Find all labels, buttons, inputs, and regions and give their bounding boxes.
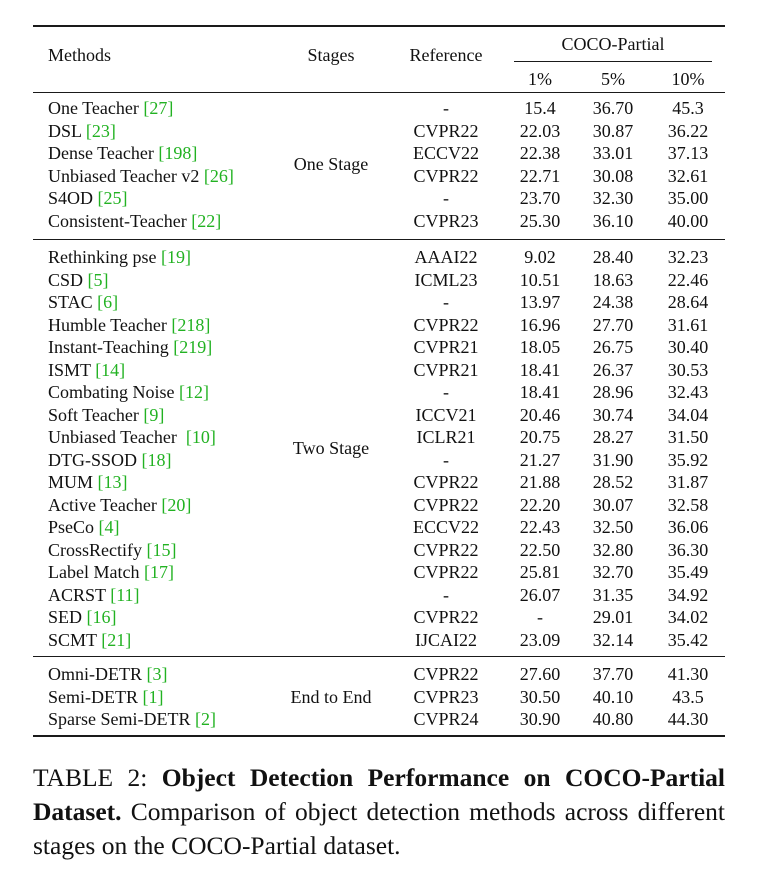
- group-divider-2: [33, 656, 725, 657]
- value-cell: 26.07: [519, 584, 561, 605]
- value-cell: 32.61: [667, 165, 709, 186]
- citation-link[interactable]: [16]: [86, 607, 117, 627]
- value-cell: 30.40: [667, 337, 709, 357]
- citation-link[interactable]: [219]: [173, 337, 213, 357]
- citation-link[interactable]: [13]: [97, 472, 128, 492]
- reference-cell: CVPR23: [413, 686, 479, 707]
- value-cell: 30.87: [592, 120, 634, 141]
- method-name: [48, 165, 234, 187]
- value-cell: 23.09: [519, 629, 561, 650]
- value-cell: 32.58: [667, 494, 709, 515]
- method-name: [48, 336, 212, 358]
- method-name: [48, 381, 209, 403]
- value-cell: 30.74: [592, 404, 634, 425]
- method-name: [48, 516, 120, 538]
- reference-cell: -: [443, 382, 449, 402]
- value-cell: 37.70: [592, 664, 634, 684]
- citation-link[interactable]: [9]: [143, 404, 165, 425]
- header-stages: Stages: [307, 45, 355, 65]
- method-label: SED: [48, 607, 87, 627]
- method-label: STAC: [48, 292, 98, 312]
- value-cell: 32.14: [592, 629, 634, 650]
- reference-cell: CVPR22: [413, 314, 479, 335]
- value-cell: 32.70: [592, 562, 634, 582]
- citation-link[interactable]: [2]: [194, 709, 216, 729]
- reference-cell: -: [443, 449, 449, 470]
- reference-cell: CVPR22: [413, 165, 479, 186]
- value-cell: 31.87: [667, 472, 709, 492]
- citation-link[interactable]: [22]: [191, 210, 222, 231]
- citation-link[interactable]: [5]: [87, 269, 109, 290]
- citation-link[interactable]: [17]: [143, 562, 174, 582]
- value-cell: 36.30: [667, 539, 709, 560]
- value-cell: 29.01: [592, 607, 634, 627]
- citation-link[interactable]: [15]: [146, 539, 177, 560]
- reference-cell: -: [443, 98, 449, 118]
- citation-link[interactable]: [3]: [146, 664, 168, 684]
- caption-title: Object Detection Performance on COCO-Partial Dataset.: [33, 763, 725, 826]
- value-cell: 28.64: [667, 292, 709, 312]
- method-name: [48, 561, 174, 583]
- value-cell: 26.37: [592, 359, 634, 380]
- value-cell: 40.80: [592, 709, 634, 729]
- method-label: Omni-DETR: [48, 664, 147, 684]
- value-cell: 28.96: [592, 382, 634, 402]
- value-cell: 40.00: [667, 210, 709, 231]
- method-name: [48, 314, 210, 336]
- value-cell: 21.88: [519, 472, 561, 492]
- value-cell: 22.38: [519, 143, 561, 163]
- citation-link[interactable]: [11]: [110, 584, 140, 605]
- reference-cell: CVPR23: [413, 210, 479, 231]
- method-name: [48, 246, 191, 268]
- reference-cell: -: [443, 584, 449, 605]
- stage-label: One Stage: [293, 154, 369, 175]
- reference-cell: ICLR21: [416, 427, 476, 447]
- value-cell: 35.42: [667, 629, 709, 650]
- method-name: [48, 210, 221, 232]
- citation-link[interactable]: [14]: [95, 359, 126, 380]
- header-methods: Methods: [48, 45, 111, 65]
- value-cell: 28.40: [592, 247, 634, 267]
- value-cell: 9.02: [524, 247, 556, 267]
- citation-link[interactable]: [6]: [97, 292, 119, 312]
- value-cell: 28.52: [592, 472, 634, 492]
- method-label: Semi-DETR: [48, 686, 143, 707]
- method-label: SCMT: [48, 629, 102, 650]
- value-cell: 22.43: [519, 517, 561, 537]
- reference-cell: ICML23: [414, 269, 478, 290]
- reference-cell: CVPR22: [413, 562, 479, 582]
- value-cell: 32.43: [667, 382, 709, 402]
- header-col-10pct: 10%: [671, 69, 705, 89]
- method-label: Instant-Teaching: [48, 337, 174, 357]
- citation-link[interactable]: [23]: [85, 120, 116, 141]
- caption-text: Comparison of object detection methods across different stages on the COCO-Partial dataset.: [33, 797, 725, 860]
- value-cell: 16.96: [519, 314, 561, 335]
- value-cell: 23.70: [519, 188, 561, 208]
- reference-cell: CVPR21: [413, 359, 479, 380]
- reference-cell: AAAI22: [414, 247, 478, 267]
- value-cell: 22.71: [519, 165, 561, 186]
- method-label: Humble Teacher: [48, 314, 172, 335]
- citation-link[interactable]: [25]: [97, 188, 128, 208]
- table-bottom-rule: [33, 735, 725, 737]
- method-label: MUM: [48, 472, 98, 492]
- value-cell: 31.90: [592, 449, 634, 470]
- value-cell: 18.41: [519, 382, 561, 402]
- method-name: [48, 584, 140, 606]
- method-label: S4OD: [48, 188, 98, 208]
- value-cell: 25.81: [519, 562, 561, 582]
- reference-cell: ECCV22: [412, 143, 479, 163]
- value-cell: 26.75: [592, 337, 634, 357]
- value-cell: 15.4: [524, 98, 556, 118]
- citation-link[interactable]: [10]: [185, 427, 216, 447]
- reference-cell: CVPR22: [413, 539, 479, 560]
- value-cell: 31.35: [592, 584, 634, 605]
- stage-label: End to End: [290, 686, 372, 707]
- citation-link[interactable]: [21]: [101, 629, 132, 650]
- value-cell: 36.22: [667, 120, 709, 141]
- citation-link[interactable]: [20]: [161, 494, 192, 515]
- header-col-1pct: 1%: [528, 69, 552, 89]
- value-cell: 34.04: [667, 404, 709, 425]
- method-name: [48, 686, 164, 708]
- header-col-5pct: 5%: [601, 69, 625, 89]
- reference-cell: CVPR22: [413, 664, 479, 684]
- stage-label: Two Stage: [292, 438, 370, 459]
- value-cell: 22.03: [519, 120, 561, 141]
- header-reference: Reference: [409, 45, 483, 65]
- method-label: CrossRectify: [48, 539, 147, 560]
- value-cell: 27.60: [519, 664, 561, 684]
- value-cell: 36.10: [592, 210, 634, 231]
- value-cell: 24.38: [592, 292, 634, 312]
- value-cell: 32.23: [667, 247, 709, 267]
- method-name: [48, 142, 197, 164]
- method-label: ACRST: [48, 584, 111, 605]
- reference-cell: -: [443, 188, 449, 208]
- method-label: Sparse Semi-DETR: [48, 709, 195, 729]
- method-name: [48, 404, 164, 426]
- table-caption: [33, 761, 725, 863]
- method-name: [48, 708, 216, 730]
- citation-link[interactable]: [1]: [142, 686, 164, 707]
- citation-link[interactable]: [18]: [141, 449, 172, 470]
- value-cell: 30.07: [592, 494, 634, 515]
- value-cell: 45.3: [672, 98, 704, 118]
- value-cell: 22.20: [519, 494, 561, 515]
- method-name: [48, 449, 172, 471]
- reference-cell: CVPR22: [413, 607, 479, 627]
- reference-cell: CVPR21: [413, 337, 479, 357]
- value-cell: 32.80: [592, 539, 634, 560]
- method-label: Combating Noise: [48, 382, 179, 402]
- reference-cell: CVPR22: [413, 120, 479, 141]
- caption-label: TABLE 2:: [33, 763, 162, 792]
- value-cell: 22.46: [667, 269, 709, 290]
- citation-link[interactable]: [218]: [171, 314, 211, 335]
- value-cell: 18.41: [519, 359, 561, 380]
- citation-link[interactable]: [19]: [161, 247, 191, 267]
- method-name: [48, 120, 116, 142]
- method-name: [48, 269, 109, 291]
- value-cell: 35.49: [667, 562, 709, 582]
- value-cell: 44.30: [667, 709, 709, 729]
- value-cell: 18.05: [519, 337, 561, 357]
- citation-link[interactable]: [12]: [179, 382, 209, 402]
- value-cell: 41.30: [667, 664, 709, 684]
- reference-cell: CVPR24: [413, 709, 479, 729]
- reference-cell: -: [443, 292, 449, 312]
- value-cell: 25.30: [519, 210, 561, 231]
- value-cell: 32.50: [592, 517, 634, 537]
- method-label: DSL: [48, 120, 86, 141]
- method-label: Unbiased Teacher v2: [48, 165, 204, 186]
- value-cell: 40.10: [592, 686, 634, 707]
- value-cell: 21.27: [519, 449, 561, 470]
- value-cell: 31.61: [667, 314, 709, 335]
- citation-link[interactable]: [198]: [158, 143, 198, 163]
- value-cell: 35.00: [667, 188, 709, 208]
- reference-cell: CVPR22: [413, 494, 479, 515]
- value-cell: 30.08: [592, 165, 634, 186]
- method-name: [48, 291, 118, 313]
- value-cell: 22.50: [519, 539, 561, 560]
- value-cell: 34.02: [667, 607, 709, 627]
- reference-cell: ICCV21: [415, 404, 477, 425]
- reference-cell: CVPR22: [413, 472, 479, 492]
- citation-link[interactable]: [4]: [98, 517, 120, 537]
- value-cell: 18.63: [592, 269, 634, 290]
- value-cell: 33.01: [592, 143, 634, 163]
- method-label: One Teacher: [48, 98, 144, 118]
- value-cell: 27.70: [592, 314, 634, 335]
- method-name: [48, 663, 168, 685]
- method-label: DTG-SSOD: [48, 449, 142, 470]
- value-cell: 10.51: [519, 269, 561, 290]
- dataset-header-underline: [514, 61, 712, 62]
- method-label: PseCo: [48, 517, 99, 537]
- value-cell: 20.75: [519, 427, 561, 447]
- value-cell: 31.50: [667, 427, 709, 447]
- method-label: CSD: [48, 269, 88, 290]
- method-name: [48, 606, 117, 628]
- method-name: [48, 494, 191, 516]
- value-cell: 43.5: [672, 686, 704, 707]
- method-name: [48, 539, 177, 561]
- method-name: [48, 359, 125, 381]
- method-name: [48, 426, 216, 448]
- method-name: [48, 97, 173, 119]
- value-cell: 37.13: [667, 143, 709, 163]
- method-label: Soft Teacher: [48, 404, 144, 425]
- method-label: Rethinking pse: [48, 247, 161, 267]
- value-cell: 28.27: [592, 427, 634, 447]
- group-divider-1: [33, 239, 725, 240]
- value-cell: -: [537, 607, 543, 627]
- citation-link[interactable]: [26]: [203, 165, 234, 186]
- method-name: [48, 629, 131, 651]
- method-label: Consistent-Teacher: [48, 210, 192, 231]
- value-cell: 36.06: [667, 517, 709, 537]
- method-name: [48, 187, 128, 209]
- method-label: ISMT: [48, 359, 96, 380]
- method-label: Label Match: [48, 562, 144, 582]
- method-label: Dense Teacher: [48, 143, 159, 163]
- value-cell: 30.50: [519, 686, 561, 707]
- table-top-rule: [33, 25, 725, 27]
- value-cell: 30.53: [667, 359, 709, 380]
- method-name: [48, 471, 128, 493]
- method-label: Unbiased Teacher: [48, 427, 186, 447]
- header-dataset: COCO-Partial: [561, 34, 665, 54]
- reference-cell: IJCAI22: [415, 629, 477, 650]
- value-cell: 35.92: [667, 449, 709, 470]
- header-bottom-rule: [33, 92, 725, 93]
- method-label: Active Teacher: [48, 494, 162, 515]
- reference-cell: ECCV22: [412, 517, 479, 537]
- citation-link[interactable]: [27]: [143, 98, 174, 118]
- value-cell: 20.46: [519, 404, 561, 425]
- value-cell: 13.97: [519, 292, 561, 312]
- value-cell: 32.30: [592, 188, 634, 208]
- value-cell: 34.92: [667, 584, 709, 605]
- value-cell: 36.70: [592, 98, 634, 118]
- value-cell: 30.90: [519, 709, 561, 729]
